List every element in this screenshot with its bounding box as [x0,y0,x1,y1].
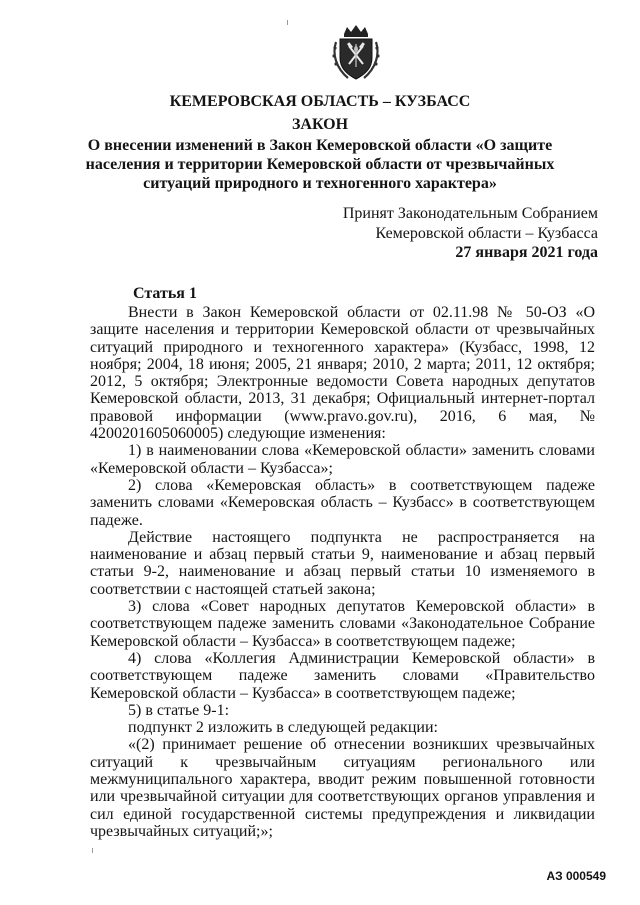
article-heading: Статья 1 [133,285,197,302]
subject-line: ситуаций природного и техногенного характера» [143,175,497,192]
adoption-line: Принят Законодательным Собранием [342,205,598,222]
form-number: АЗ 000549 [546,869,606,883]
adoption-date: 27 января 2021 года [455,244,598,261]
adoption-line: Кемеровской области – Кузбасса [375,224,598,242]
article-paragraph: 1) в наименовании слова «Кемеровской области» заменить словами «Кемеровской области – Кузбасса»; [90,442,595,477]
article-paragraph: 3) слова «Совет народных депутатов Кемеровской области» в соответствующем падеже заменить словами «Законодательное Собрание Кемеровской области – Кузбасса» в соответствующем падеже; [90,598,595,650]
document-subject [0,136,640,193]
region-title: КЕМЕРОВСКАЯ ОБЛАСТЬ – КУЗБАСС [169,93,471,110]
adoption-note [343,204,598,263]
article-paragraph: подпункт 2 изложить в следующей редакции: [128,719,438,737]
document-type: ЗАКОН [291,116,349,133]
article-body [90,304,595,840]
article-paragraph: Внести в Закон Кемеровской области от 02.11.98 № 50-ОЗ «О защите населения и территории Кемеровской области от чрезвычайных ситуаций природного и техногенного характера» (Кузбасс, 1998, 12 ноября; 2004, 18 июня; 2005, 21 января; 2010, 2 марта; 2011, 12 октября; 2012, 5 октября; Электронные ведомости Совета народных депутатов Кемеровской области, 2013, 31 декабря; Официальный интернет-портал правовой информации (www.pravo.gov.ru), 2016, 6 мая, № 4200201605060005) следующие изменения: [90,304,595,443]
kemerovo-coat-of-arms-icon [330,24,382,82]
article-paragraph: Действие настоящего подпункта не распространяется на наименование и абзац первый статьи 9, наименование и абзац первый статьи 9-2, наименование и абзац первый статьи 10 изменяемого в соответствии с настоящей статьей закона; [90,528,595,598]
article-paragraph: 2) слова «Кемеровская область» в соответствующем падеже заменить словами «Кемеровская область – Кузбасс» в соответствующем падеже. [90,476,595,529]
article-paragraph: 4) слова «Коллегия Администрации Кемеровской области» в соответствующем падеже заменить словами «Правительство Кемеровской области – Кузбасса» в соответствующем падеже; [90,649,595,702]
article-paragraph: «(2) принимает решение об отнесении возникших чрезвычайных ситуаций к чрезвычайным ситуациям регионального или межмуниципального характера, вводит режим повышенной готовности или чрезвычайной ситуации для соответствующих органов управления и сил единой государственной системы предупреждения и ликвидации чрезвычайных ситуаций;»; [90,736,595,840]
subject-line: населения и территории Кемеровской области от чрезвычайных [85,156,555,173]
scan-mark [287,20,288,25]
article-paragraph: 5) в статье 9-1: [128,701,230,719]
scan-mark [92,848,93,853]
subject-line: О внесении изменений в Закон Кемеровской области «О защите [87,137,553,154]
